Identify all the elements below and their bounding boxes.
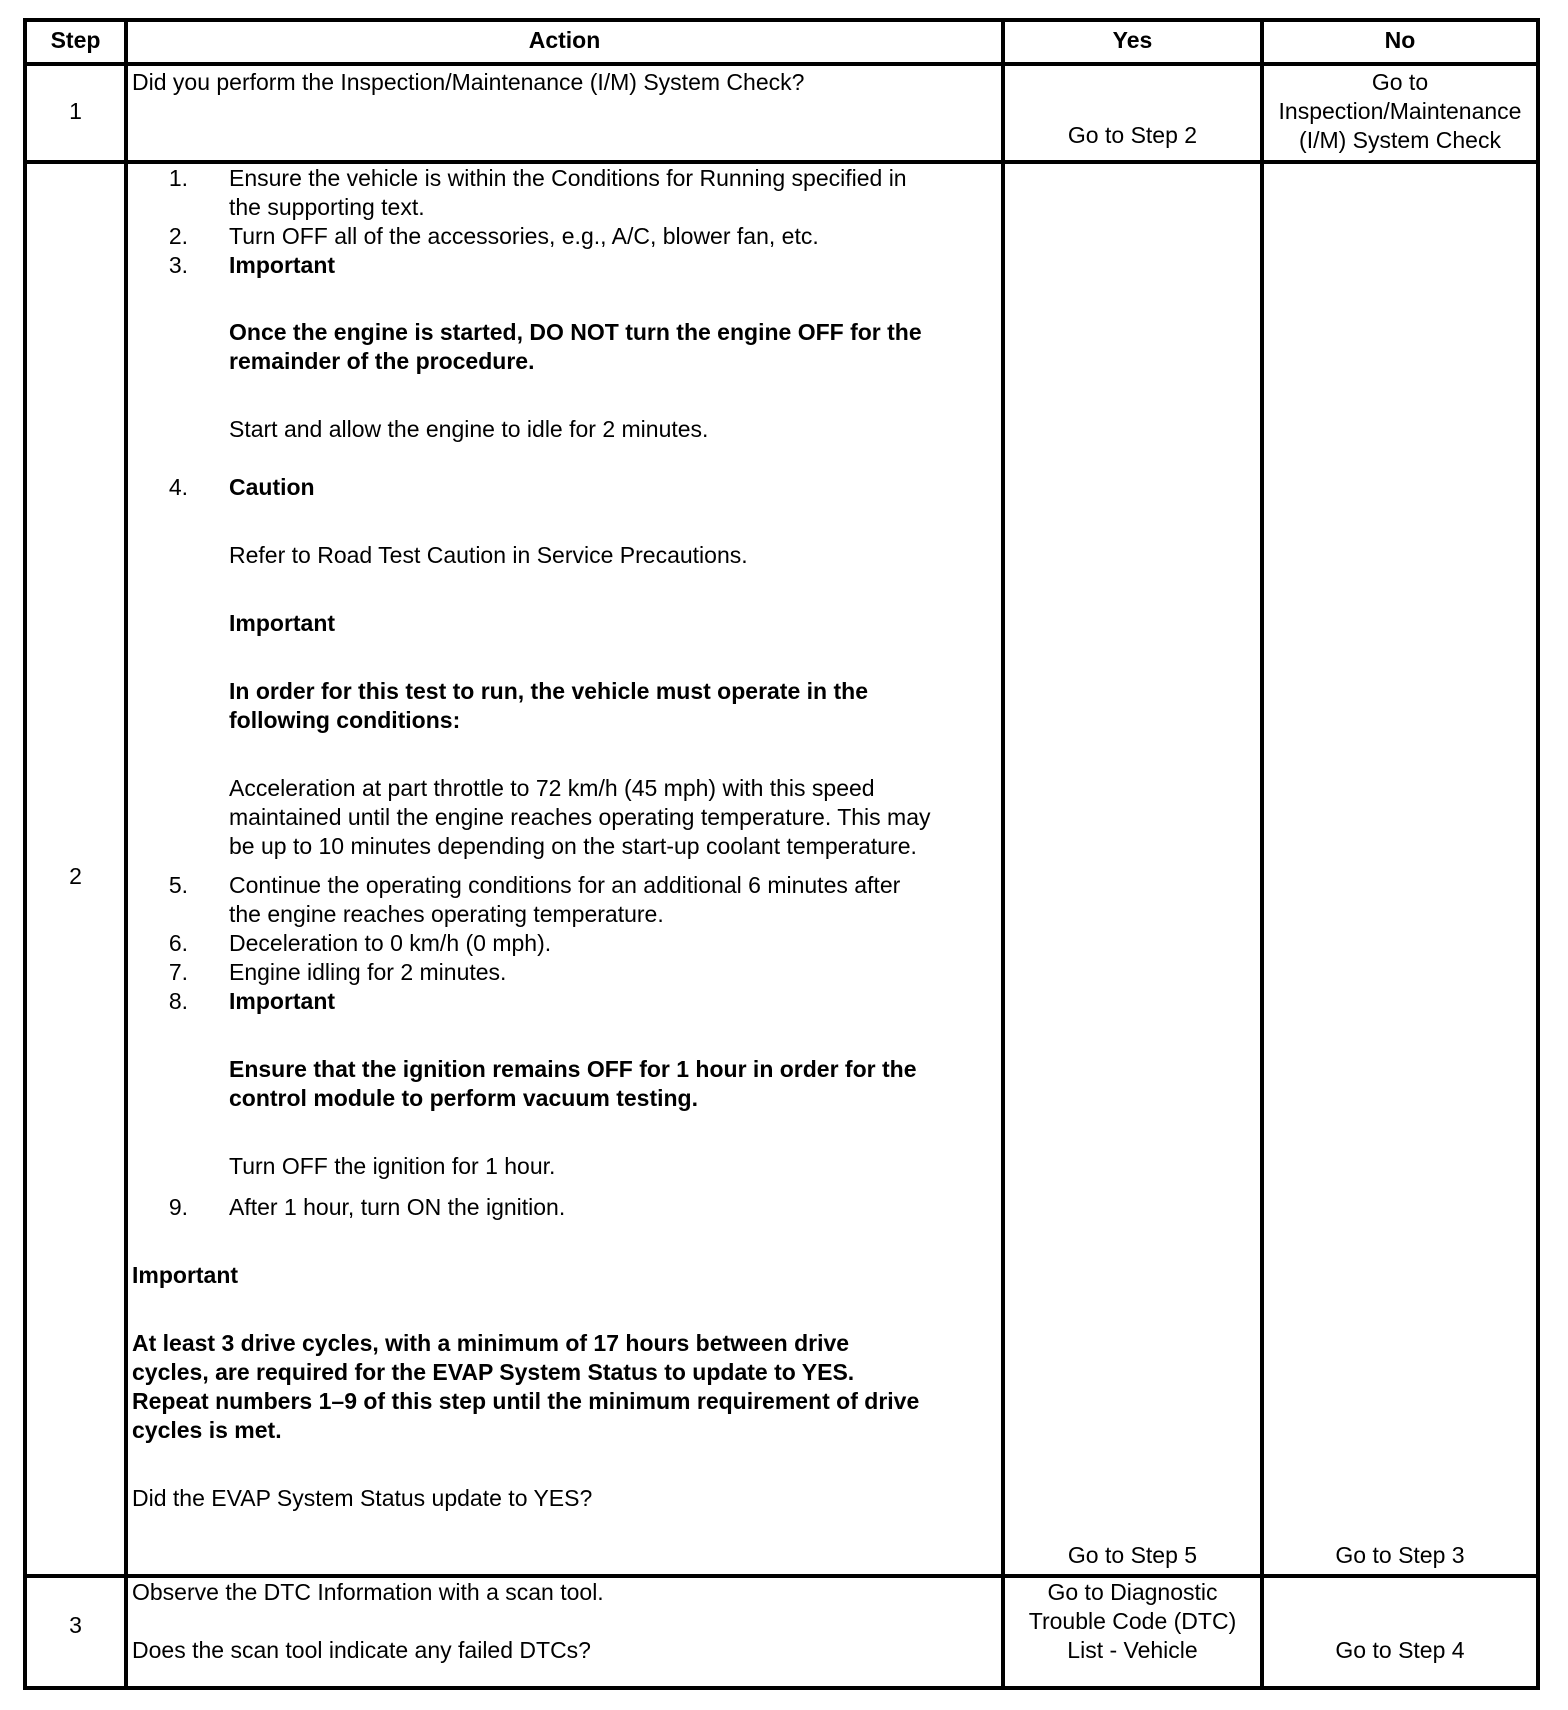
item-number: 8. (168, 988, 188, 1014)
no-link-line: Go to (1371, 69, 1429, 95)
row-divider (27, 62, 1536, 66)
yes-link[interactable]: Go to Step 5 (1067, 1542, 1198, 1568)
step-number: 1 (69, 98, 82, 124)
column-divider (1001, 22, 1005, 1686)
item-line: the supporting text. (229, 194, 425, 220)
important-heading: Important (229, 252, 336, 278)
step-number: 2 (69, 863, 82, 889)
header-no: No (1384, 27, 1416, 53)
caution-text: Refer to Road Test Caution in Service Precautions. (229, 542, 748, 568)
item-line: Deceleration to 0 km/h (0 mph). (229, 930, 552, 956)
item-line: After 1 hour, turn ON the ignition. (229, 1194, 566, 1220)
yes-link-line: Trouble Code (DTC) (1028, 1608, 1237, 1634)
item-body-line: maintained until the engine reaches operating temperature. This may (229, 804, 931, 830)
header-step: Step (50, 27, 101, 53)
item-number: 6. (168, 930, 188, 956)
item-line: the engine reaches operating temperature. (229, 901, 664, 927)
item-line: Ensure the vehicle is within the Conditions for Running specified in (229, 165, 907, 191)
yes-link[interactable]: Go to Step 2 (1067, 122, 1198, 148)
yes-link-line: Go to Diagnostic (1047, 1579, 1218, 1605)
important-line: Ensure that the ignition remains OFF for 1 hour in order for the (229, 1056, 917, 1082)
header-yes: Yes (1112, 27, 1153, 53)
action-text: Did you perform the Inspection/Maintenance (I/M) System Check? (132, 69, 805, 95)
no-link-line: (I/M) System Check (1299, 127, 1501, 153)
item-line: Continue the operating conditions for an additional 6 minutes after (229, 872, 901, 898)
important-line: Once the engine is started, DO NOT turn the engine OFF for the (229, 319, 922, 345)
no-link-line: Inspection/Maintenance (1278, 98, 1522, 124)
item-body-line: Acceleration at part throttle to 72 km/h (45 mph) with this speed (229, 775, 875, 801)
yes-link[interactable] (1005, 1578, 1260, 1665)
note-line: cycles is met. (132, 1417, 282, 1443)
important-line: following conditions: (229, 707, 461, 733)
item-number: 5. (168, 872, 188, 898)
note-line: Repeat numbers 1–9 of this step until the minimum requirement of drive (132, 1388, 920, 1414)
action-line: Does the scan tool indicate any failed DTCs? (132, 1637, 591, 1663)
important-heading: Important (229, 988, 336, 1014)
item-number: 7. (168, 959, 188, 985)
column-divider (1260, 22, 1264, 1686)
note-line: At least 3 drive cycles, with a minimum of 17 hours between drive (132, 1330, 850, 1356)
no-link[interactable]: Go to Step 3 (1335, 1542, 1465, 1568)
diagnostic-table (23, 18, 1540, 1690)
important-line: In order for this test to run, the vehicle must operate in the (229, 678, 868, 704)
item-body: Start and allow the engine to idle for 2 minutes. (229, 416, 709, 442)
item-number: 9. (168, 1194, 188, 1220)
item-number: 1. (168, 165, 188, 191)
action-line: Observe the DTC Information with a scan tool. (132, 1579, 604, 1605)
item-body: Turn OFF the ignition for 1 hour. (229, 1153, 556, 1179)
no-link[interactable]: Go to Step 4 (1335, 1637, 1465, 1663)
note-line: cycles, are required for the EVAP System Status to update to YES. (132, 1359, 855, 1385)
important-heading: Important (229, 610, 336, 636)
caution-heading: Caution (229, 474, 315, 500)
item-number: 4. (168, 474, 188, 500)
important-line: control module to perform vacuum testing. (229, 1085, 698, 1111)
note-heading: Important (132, 1262, 239, 1288)
yes-link-line: List - Vehicle (1067, 1637, 1198, 1663)
item-number: 3. (168, 252, 188, 278)
important-note (132, 1261, 1001, 1513)
item-line: Engine idling for 2 minutes. (229, 959, 507, 985)
action-steps (128, 164, 1001, 1574)
item-line: Turn OFF all of the accessories, e.g., A/C, blower fan, etc. (229, 223, 819, 249)
item-body-line: be up to 10 minutes depending on the start-up coolant temperature. (229, 833, 917, 859)
header-action: Action (528, 27, 601, 53)
important-line: remainder of the procedure. (229, 348, 535, 374)
step-number: 3 (69, 1612, 82, 1638)
no-link[interactable] (1264, 68, 1536, 155)
item-number: 2. (168, 223, 188, 249)
question-text: Did the EVAP System Status update to YES? (132, 1485, 593, 1511)
